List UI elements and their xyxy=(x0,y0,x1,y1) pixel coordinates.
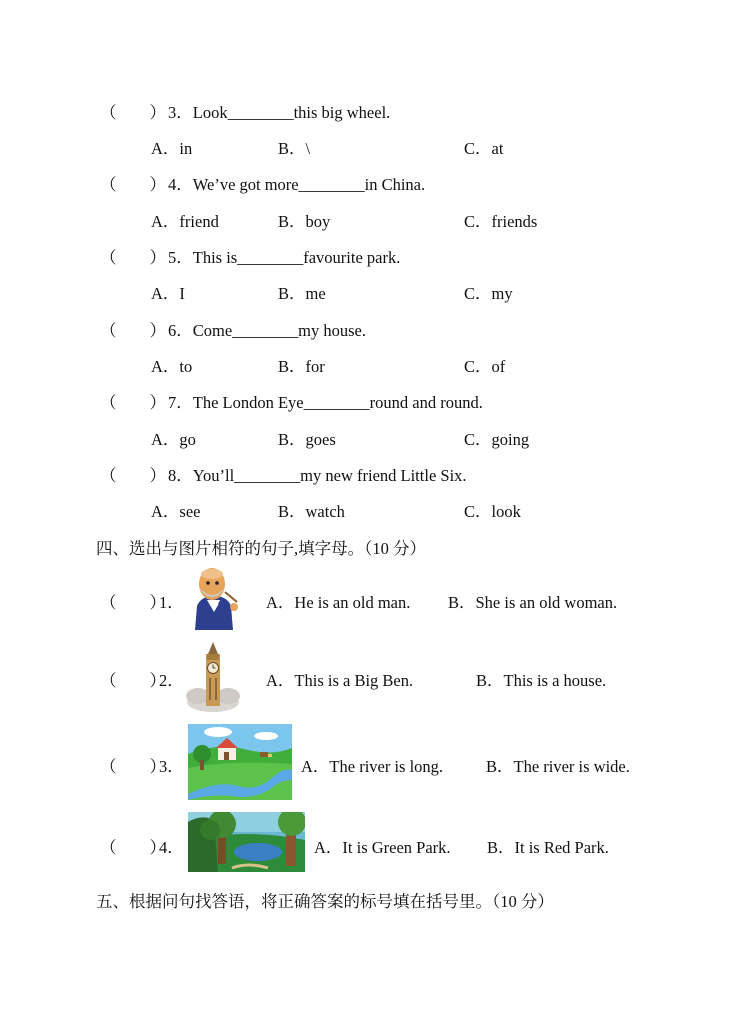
question-stem: 5．This is________favourite park. xyxy=(168,248,401,267)
option-a: A．in xyxy=(151,139,193,158)
option-a: A．This is a Big Ben. xyxy=(266,671,414,690)
answer-paren[interactable]: （ ） xyxy=(100,393,166,412)
option-a: A．go xyxy=(151,430,196,449)
option-a: A．He is an old man. xyxy=(266,593,411,612)
option-a: A．I xyxy=(151,284,185,303)
option-c: C．look xyxy=(464,502,521,521)
answer-paren[interactable]: （ ） xyxy=(100,175,166,194)
question-number: 2． xyxy=(159,671,184,690)
option-b: B．me xyxy=(278,284,326,303)
option-c: C．my xyxy=(464,284,513,303)
park-picture xyxy=(188,812,305,872)
question-stem: 7．The London Eye________round and round. xyxy=(168,393,483,412)
question-number: 3． xyxy=(159,757,184,776)
option-b: B．\ xyxy=(278,139,311,158)
option-a: A．friend xyxy=(151,212,219,231)
option-b: B．It is Red Park. xyxy=(487,838,609,857)
question-stem: 4．We’ve got more________in China. xyxy=(168,175,426,194)
option-b: B．She is an old woman. xyxy=(448,593,618,612)
option-a: A．The river is long. xyxy=(301,757,444,776)
option-c: C．of xyxy=(464,357,506,376)
option-a: A．It is Green Park. xyxy=(314,838,451,857)
answer-paren[interactable]: （ ） xyxy=(100,838,166,857)
option-b: B．This is a house. xyxy=(476,671,607,690)
question-stem: 8．You’ll________my new friend Little Six. xyxy=(168,466,467,485)
section-4-title: 四、选出与图片相符的句子,填字母。（10 分） xyxy=(96,539,426,558)
question-stem: 6．Come________my house. xyxy=(168,321,366,340)
option-b: B．goes xyxy=(278,430,336,449)
answer-paren[interactable]: （ ） xyxy=(100,103,166,122)
option-c: C．at xyxy=(464,139,504,158)
big-ben-picture xyxy=(186,640,240,712)
question-number: 4． xyxy=(159,838,184,857)
option-c: C．going xyxy=(464,430,530,449)
option-a: A．see xyxy=(151,502,201,521)
answer-paren[interactable]: （ ） xyxy=(100,671,166,690)
option-b: B．boy xyxy=(278,212,331,231)
river-picture xyxy=(188,724,292,800)
answer-paren[interactable]: （ ） xyxy=(100,757,166,776)
section-5-title: 五、根据问句找答语，将正确答案的标号填在括号里。（10 分） xyxy=(96,892,554,911)
answer-paren[interactable]: （ ） xyxy=(100,593,166,612)
option-b: B．watch xyxy=(278,502,345,521)
answer-paren[interactable]: （ ） xyxy=(100,321,166,340)
option-b: B．for xyxy=(278,357,325,376)
option-a: A．to xyxy=(151,357,193,376)
answer-paren[interactable]: （ ） xyxy=(100,248,166,267)
question-stem: 3．Look________this big wheel. xyxy=(168,103,391,122)
option-b: B．The river is wide. xyxy=(486,757,630,776)
old-man-picture xyxy=(187,566,241,630)
question-number: 1． xyxy=(159,593,184,612)
answer-paren[interactable]: （ ） xyxy=(100,466,166,485)
option-c: C．friends xyxy=(464,212,538,231)
